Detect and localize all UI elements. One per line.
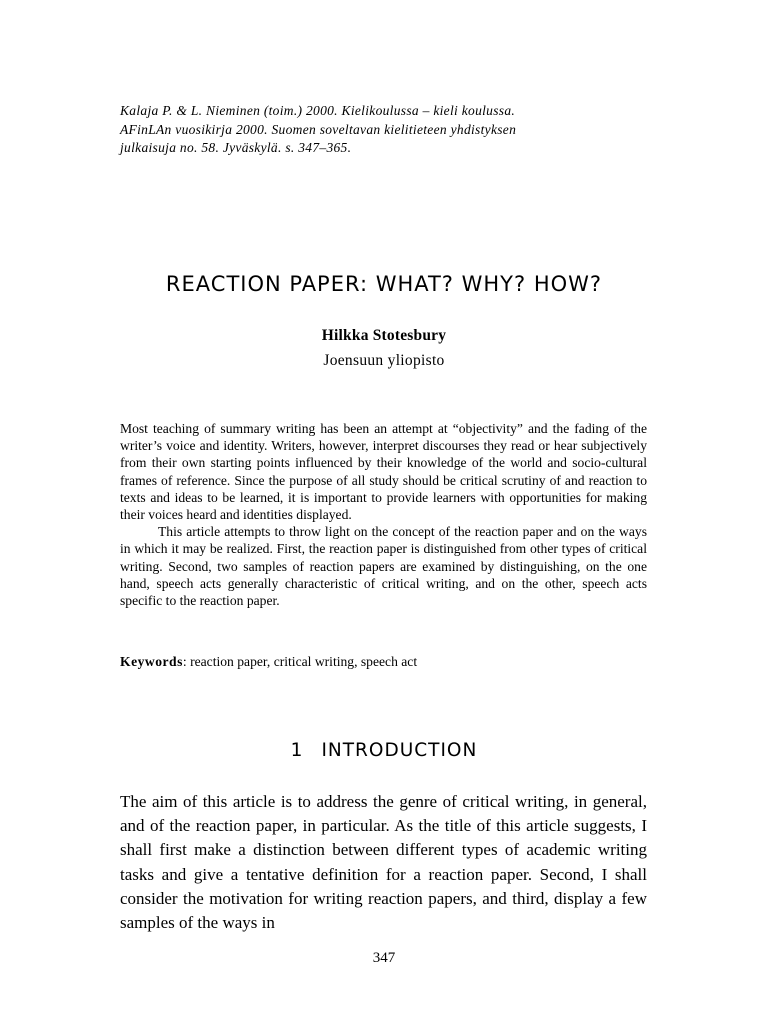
citation-header	[120, 102, 650, 158]
abstract-paragraph: This article attempts to throw light on the concept of the reaction paper and on the ways in which it may be realized. First, the reaction paper is distinguished from other types of critical writing. Second, two samples of reaction papers are examined by distinguishing, on the one hand, speech acts generally characteristic of critical writing, and on the other, speech acts specific to the reaction paper.	[120, 524, 647, 609]
citation-line: julkaisuja no. 58. Jyväskylä. s. 347–365.	[120, 140, 352, 155]
page-number: 347	[372, 950, 396, 966]
section-title: INTRODUCTION	[321, 740, 478, 761]
keywords-text: : reaction paper, critical writing, speech act	[182, 654, 418, 669]
paper-title: REACTION PAPER: WHAT? WHY? HOW?	[165, 272, 603, 296]
keywords	[120, 653, 647, 670]
citation-line: AFinLAn vuosikirja 2000. Suomen soveltavan kielitieteen yhdistyksen	[120, 121, 517, 137]
keywords-label: Keywords	[120, 654, 183, 669]
author-affiliation: Joensuun yliopisto	[323, 352, 445, 369]
abstract-paragraph: Most teaching of summary writing has been an attempt at “objectivity” and the fading of the writer’s voice and identity. Writers, however, interpret discourses they read or hear subjectively from their own starting points influenced by their knowledge of the world and socio-cultural frames of reference. Since the purpose of all study should be critical scrutiny of and reaction to texts and ideas to be learned, it is important to provide learners with opportunities for making their voices heard and identities displayed.	[120, 421, 647, 523]
section-number: 1	[290, 740, 304, 761]
citation-line: Kalaja P. & L. Nieminen (toim.) 2000. Kielikoulussa – kieli koulussa.	[120, 103, 516, 118]
body-text	[120, 790, 647, 935]
body-paragraph: The aim of this article is to address the genre of critical writing, in general, and of the reaction paper, in particular. As the title of this article suggests, I shall first make a distinction between different types of academic writing tasks and give a tentative definition for a reaction paper. Second, I shall consider the motivation for writing reaction papers, and third, display a few samples of the ways in	[120, 792, 647, 933]
author-name: Hilkka Stotesbury	[321, 327, 447, 344]
section-heading	[0, 740, 768, 761]
abstract	[120, 420, 647, 609]
